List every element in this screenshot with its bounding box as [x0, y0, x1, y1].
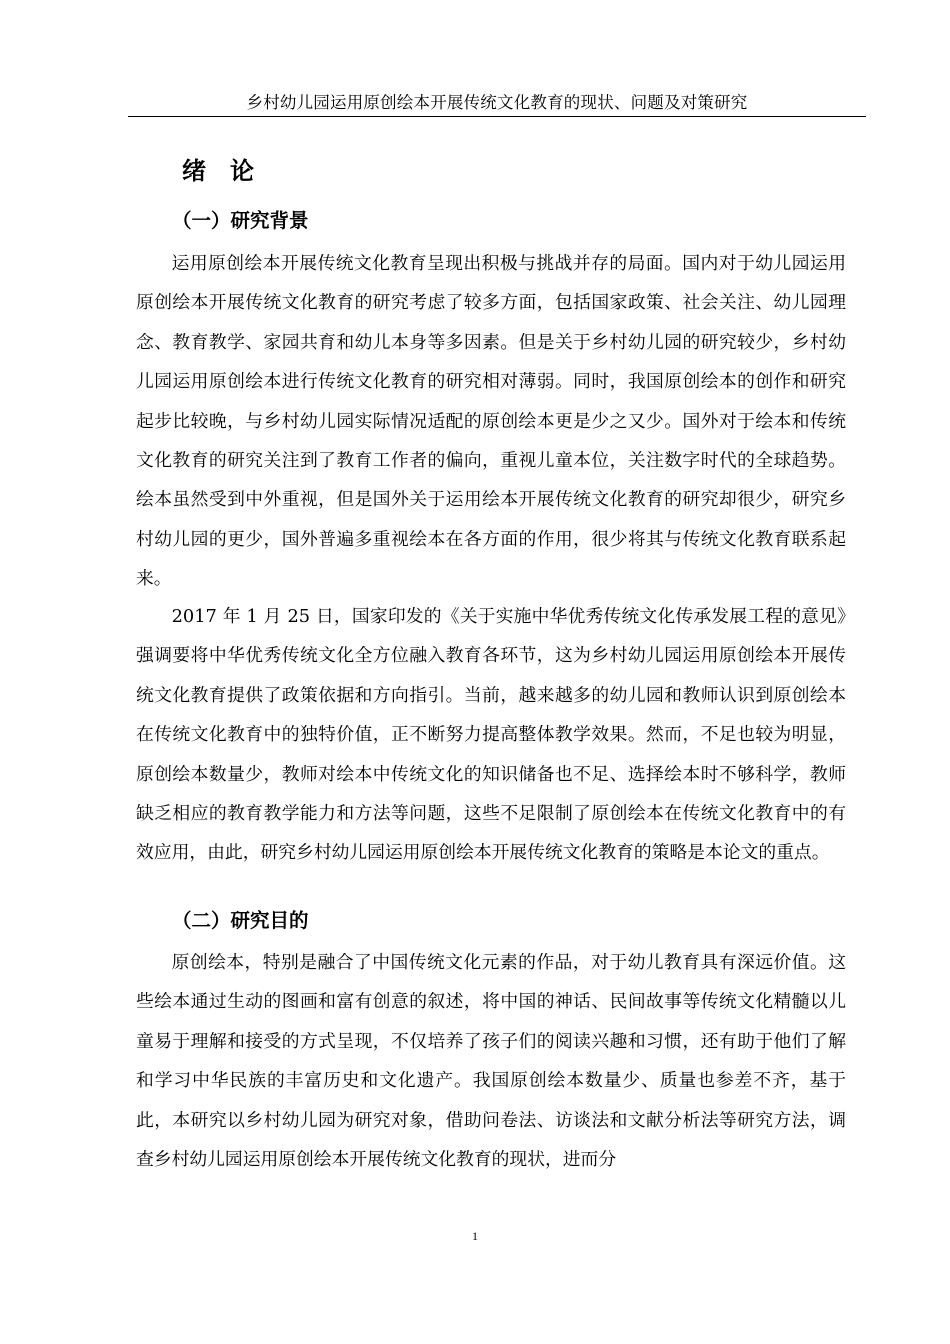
page-number: 1: [472, 1229, 478, 1243]
paragraph-purpose-1: 原创绘本，特别是融合了中国传统文化元素的作品，对于幼儿教育具有深远价值。这些绘本通过生动的图画和富有创意的叙述，将中国的神话、民间故事等传统文化精髓以儿童易于理解和接受的方式呈现，不仅培养了孩子们的阅读兴趣和习惯，还有助于他们了解和学习中华民族的丰富历史和文化遗产。我国原创绘本数量少、质量也参差不齐，基于此，本研究以乡村幼儿园为研究对象，借助问卷法、访谈法和文献分析法等研究方法，调查乡村幼儿园运用原创绘本开展传统文化教育的现状，进而分: [136, 952, 846, 1171]
chapter-title: 绪 论: [182, 157, 254, 185]
section-heading-background: （一）研究背景: [172, 209, 309, 232]
header-rule: [128, 116, 866, 117]
paragraph-background-1: 运用原创绘本开展传统文化教育呈现出积极与挑战并存的局面。国内对于幼儿园运用原创绘本开展传统文化教育的研究考虑了较多方面，包括国家政策、社会关注、幼儿园理念、教育教学、家园共育和幼儿本身等多因素。但是关于乡村幼儿园的研究较少，乡村幼儿园运用原创绘本进行传统文化教育的研究相对薄弱。同时，我国原创绘本的创作和研究起步比较晚，与乡村幼儿园实际情况适配的原创绘本更是少之又少。国外对于绘本和传统文化教育的研究关注到了教育工作者的偏向，重视儿童本位，关注数字时代的全球趋势。绘本虽然受到中外重视，但是国外关于运用绘本开展传统文化教育的研究却很少，研究乡村幼儿园的更少，国外普遍多重视绘本在各方面的作用，很少将其与传统文化教育联系起来。: [136, 253, 846, 590]
paragraph-background-2: 2017 年 1 月 25 日，国家印发的《关于实施中华优秀传统文化传承发展工程的意见》强调要将中华优秀传统文化全方位融入教育各环节，这为乡村幼儿园运用原创绘本开展传统文化教育提供了政策依据和方向指引。当前，越来越多的幼儿园和教师认识到原创绘本在传统文化教育中的独特价值，正不断努力提高整体教学效果。然而，不足也较为明显，原创绘本数量少，教师对绘本中传统文化的知识储备也不足、选择绘本时不够科学，教师缺乏相应的教育教学能力和方法等问题，这些不足限制了原创绘本在传统文化教育中的有效应用，由此，研究乡村幼儿园运用原创绘本开展传统文化教育的策略是本论文的重点。: [136, 606, 846, 864]
section-heading-purpose: （二）研究目的: [172, 909, 309, 932]
running-header: 乡村幼儿园运用原创绘本开展传统文化教育的现状、问题及对策研究: [246, 93, 748, 112]
